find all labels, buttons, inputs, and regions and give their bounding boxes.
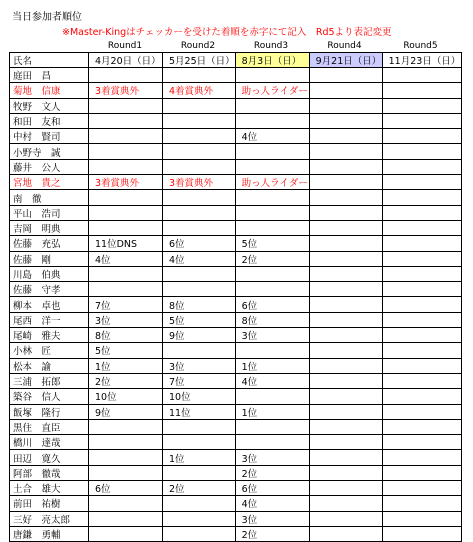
round-result: [309, 435, 382, 450]
round-result: [309, 175, 382, 190]
participant-name: 阿部 徹哉: [10, 465, 89, 480]
round-result: 5位: [89, 343, 163, 358]
table-row: [10, 159, 462, 174]
participant-name: 小野寺 誠: [10, 144, 89, 159]
round-labels: [9, 41, 460, 51]
round-result: [382, 481, 461, 496]
round-label: Round2: [180, 41, 216, 51]
round-result: [309, 373, 382, 388]
round-result: 2位: [235, 251, 309, 266]
table-row: [10, 113, 462, 128]
round-result: [89, 266, 163, 281]
table-row: [10, 282, 462, 297]
round-result: [382, 419, 461, 434]
table-row: [10, 481, 462, 496]
round-result: 8位: [89, 328, 163, 343]
table-row: [10, 373, 462, 388]
round-result: 6位: [235, 297, 309, 312]
round-result: [89, 113, 163, 128]
round-result: [309, 83, 382, 98]
table-row: [10, 175, 462, 190]
round-result: [163, 282, 236, 297]
round-result: [309, 159, 382, 174]
round-result: 5位: [163, 312, 236, 327]
round-result: [382, 220, 461, 235]
participant-name: 吉岡 明典: [10, 220, 89, 235]
round-result: [309, 389, 382, 404]
round-result: [382, 129, 461, 144]
round-result: [382, 465, 461, 480]
round-result: [382, 205, 461, 220]
participant-name: 尾崎 雅夫: [10, 328, 89, 343]
round-result: [89, 68, 163, 83]
round-result: 1位: [235, 404, 309, 419]
table-row: [10, 251, 462, 266]
round-result: [382, 98, 461, 113]
round-result: [309, 312, 382, 327]
round-result: [309, 144, 382, 159]
table-row: [10, 389, 462, 404]
table-row: [10, 404, 462, 419]
round-result: 7位: [89, 297, 163, 312]
round-result: 3着賞典外: [163, 175, 236, 190]
round-result: 6位: [89, 481, 163, 496]
round-result: [89, 435, 163, 450]
round-result: 7位: [163, 373, 236, 388]
round-result: [382, 190, 461, 205]
round-result: [309, 297, 382, 312]
round-result: [235, 190, 309, 205]
round-result: [382, 266, 461, 281]
round-result: [163, 190, 236, 205]
table-row: [10, 98, 462, 113]
round-result: 3位: [89, 312, 163, 327]
participant-name: 中村 賢司: [10, 129, 89, 144]
round-result: [89, 190, 163, 205]
participant-name: 南 徹: [10, 190, 89, 205]
round-result: [163, 205, 236, 220]
round-result: 3着賞典外: [89, 175, 163, 190]
date-header: 4月20日（日）: [89, 53, 163, 68]
round-result: [382, 159, 461, 174]
round-result: [382, 144, 461, 159]
round-result: 4位: [163, 251, 236, 266]
round-result: [309, 190, 382, 205]
round-result: 1位: [89, 358, 163, 373]
participant-name: 飯塚 隆行: [10, 404, 89, 419]
participant-name: 庭田 昌: [10, 68, 89, 83]
round-result: [89, 496, 163, 511]
round-result: [309, 98, 382, 113]
round-result: [382, 83, 461, 98]
round-result: [382, 328, 461, 343]
round-result: [382, 373, 461, 388]
date-header: 11月23日（日）: [382, 53, 461, 68]
table-row: [10, 68, 462, 83]
table-row: [10, 465, 462, 480]
round-result: [309, 129, 382, 144]
round-result: 9位: [89, 404, 163, 419]
round-result: [163, 266, 236, 281]
round-result: [163, 129, 236, 144]
round-result: 10位: [89, 389, 163, 404]
round-result: [309, 282, 382, 297]
round-result: 10位: [163, 389, 236, 404]
round-result: [382, 435, 461, 450]
table-row: [10, 220, 462, 235]
round-result: [163, 113, 236, 128]
table-row: [10, 419, 462, 434]
round-result: [163, 159, 236, 174]
round-result: [309, 251, 382, 266]
round-result: 2位: [89, 373, 163, 388]
round-result: [382, 343, 461, 358]
round-result: 3位: [235, 450, 309, 465]
round-result: [163, 343, 236, 358]
participant-name: 三好 亮太郎: [10, 511, 89, 526]
round-result: 2位: [163, 481, 236, 496]
round-result: [235, 220, 309, 235]
participant-name: 小林 匠: [10, 343, 89, 358]
round-result: [235, 68, 309, 83]
round-result: [309, 358, 382, 373]
round-result: 8位: [163, 297, 236, 312]
participant-name: 宮地 貴之: [10, 175, 89, 190]
page-title: 当日参加者順位: [12, 12, 82, 23]
participant-name: 松本 諭: [10, 358, 89, 373]
round-result: [89, 220, 163, 235]
round-result: [382, 175, 461, 190]
participant-name: 川島 伯典: [10, 266, 89, 281]
round-result: 6位: [235, 481, 309, 496]
round-result: 11位DNS: [89, 236, 163, 251]
participant-name: 柳本 卓也: [10, 297, 89, 312]
round-label: Round5: [403, 41, 438, 51]
participant-name: 和田 友和: [10, 113, 89, 128]
table-row: [10, 450, 462, 465]
round-result: [163, 220, 236, 235]
round-result: [382, 404, 461, 419]
round-result: [309, 220, 382, 235]
table-row: [10, 343, 462, 358]
round-result: 4位: [235, 496, 309, 511]
round-result: 助っ人ライダー: [235, 83, 309, 98]
round-result: 2位: [235, 465, 309, 480]
round-result: [309, 205, 382, 220]
round-result: 4位: [89, 251, 163, 266]
participant-name: 牧野 文人: [10, 98, 89, 113]
round-result: [163, 465, 236, 480]
participant-name: 藤井 公人: [10, 159, 89, 174]
round-result: [382, 496, 461, 511]
round-result: [309, 481, 382, 496]
round-result: [309, 343, 382, 358]
round-result: [163, 511, 236, 526]
round-result: [235, 159, 309, 174]
round-result: [89, 511, 163, 526]
round-result: [309, 450, 382, 465]
participant-name: 平山 浩司: [10, 205, 89, 220]
participant-name: 佐藤 守孝: [10, 282, 89, 297]
table-row: [10, 297, 462, 312]
table-row: [10, 83, 462, 98]
participant-name: 尾西 洋一: [10, 312, 89, 327]
round-result: [89, 465, 163, 480]
round-result: [89, 282, 163, 297]
table-row: [10, 236, 462, 251]
round-result: [235, 113, 309, 128]
round-result: 11位: [163, 404, 236, 419]
round-result: [309, 496, 382, 511]
round-result: [309, 328, 382, 343]
round-result: [89, 450, 163, 465]
round-label: Round3: [253, 41, 289, 51]
round-result: [382, 251, 461, 266]
round-result: [235, 266, 309, 281]
table-row: [10, 205, 462, 220]
table-row: [10, 266, 462, 281]
table-row: [10, 435, 462, 450]
participant-name: 佐藤 剛: [10, 251, 89, 266]
round-result: [89, 98, 163, 113]
round-result: [235, 205, 309, 220]
round-result: [89, 159, 163, 174]
round-result: [309, 419, 382, 434]
table-row: [10, 312, 462, 327]
round-result: 4着賞典外: [163, 83, 236, 98]
round-result: [309, 404, 382, 419]
results-table: [9, 52, 462, 542]
round-label: Round4: [327, 41, 362, 51]
round-result: [89, 129, 163, 144]
round-result: [163, 144, 236, 159]
round-result: [235, 343, 309, 358]
table-row: [10, 511, 462, 526]
round-result: [382, 511, 461, 526]
date-header: 9月21日（日）: [309, 53, 382, 68]
round-result: 助っ人ライダー: [235, 175, 309, 190]
round-result: [89, 144, 163, 159]
round-result: [382, 450, 461, 465]
round-result: [235, 282, 309, 297]
round-result: [89, 419, 163, 434]
header-row: [10, 53, 462, 68]
participant-name: 前田 祐樹: [10, 496, 89, 511]
round-result: 8位: [235, 312, 309, 327]
round-result: [309, 511, 382, 526]
round-result: 2位: [235, 526, 309, 541]
round-result: [235, 435, 309, 450]
round-result: [382, 68, 461, 83]
round-result: [382, 389, 461, 404]
round-result: [309, 68, 382, 83]
round-result: 1位: [235, 358, 309, 373]
round-result: [382, 113, 461, 128]
round-result: 3着賞典外: [89, 83, 163, 98]
date-header: 5月25日（日）: [163, 53, 236, 68]
round-result: 3位: [235, 511, 309, 526]
round-result: 5位: [235, 236, 309, 251]
round-result: 9位: [163, 328, 236, 343]
round-result: 3位: [235, 328, 309, 343]
round-result: [309, 266, 382, 281]
round-result: 4位: [235, 373, 309, 388]
table-row: [10, 328, 462, 343]
participant-name: 唐鎌 勇輔: [10, 526, 89, 541]
round-result: [235, 389, 309, 404]
round-result: [163, 435, 236, 450]
round-result: 1位: [163, 450, 236, 465]
round-result: [309, 236, 382, 251]
participant-name: 橋川 達哉: [10, 435, 89, 450]
participant-name: 三浦 拓郎: [10, 373, 89, 388]
note-text: ※Master-Kingはチェッカーを受けた着順を赤字にて記入 Rd5より表記変更: [62, 27, 392, 38]
table-row: [10, 496, 462, 511]
round-result: [382, 358, 461, 373]
round-result: [382, 312, 461, 327]
round-result: 6位: [163, 236, 236, 251]
round-result: [382, 282, 461, 297]
round-result: [163, 98, 236, 113]
participant-name: 築谷 信人: [10, 389, 89, 404]
table-row: [10, 129, 462, 144]
round-result: 4位: [235, 129, 309, 144]
round-result: [235, 144, 309, 159]
round-label: Round1: [107, 41, 143, 51]
participant-name: 菊地 信康: [10, 83, 89, 98]
round-result: [163, 419, 236, 434]
participant-name: 黒住 直臣: [10, 419, 89, 434]
round-result: [89, 205, 163, 220]
date-header: 8月3日（日）: [235, 53, 309, 68]
participant-name: 田辺 寛久: [10, 450, 89, 465]
table-row: [10, 358, 462, 373]
round-result: [235, 98, 309, 113]
round-result: [382, 236, 461, 251]
participant-name: 土合 雄大: [10, 481, 89, 496]
table-row: [10, 144, 462, 159]
participant-name: 佐藤 充弘: [10, 236, 89, 251]
table-row: [10, 190, 462, 205]
round-result: [163, 496, 236, 511]
round-result: [235, 419, 309, 434]
round-result: [382, 297, 461, 312]
round-result: [309, 113, 382, 128]
round-result: [309, 465, 382, 480]
name-header: 氏名: [10, 53, 89, 68]
round-result: 3位: [163, 358, 236, 373]
round-result: [163, 68, 236, 83]
